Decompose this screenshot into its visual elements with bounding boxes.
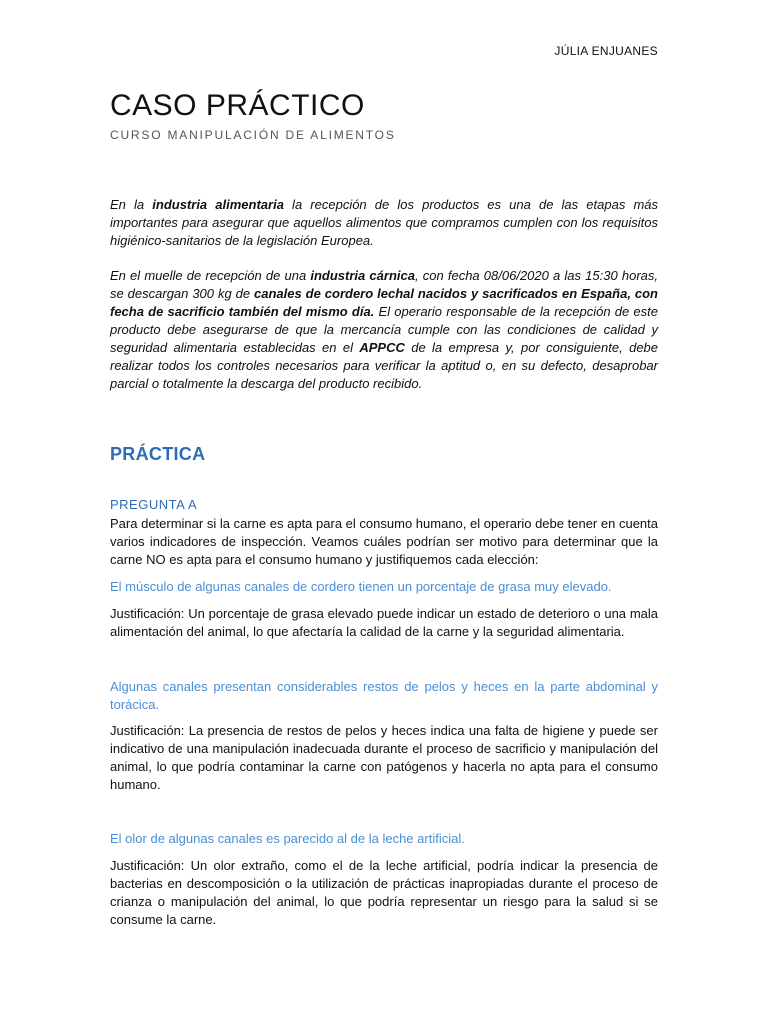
intro-p1-text-c: la recepción de los productos es una de las etapas más importantes para asegurar que aquellos alimentos que compramos cumplen con los requisitos higiénico-sanitarios de la legislación Europea. (110, 197, 658, 248)
intro-p2-text-a: En el muelle de recepción de una (110, 268, 311, 283)
reason-1: El músculo de algunas canales de cordero tienen un porcentaje de grasa muy elevado. (110, 579, 612, 594)
section-heading-practica: PRÁCTICA (110, 444, 206, 464)
question-a-label: PREGUNTA A (110, 497, 198, 512)
intro-paragraph-1 (110, 196, 658, 250)
justification-2: Justificación: La presencia de restos de pelos y heces indica una falta de higiene y puede ser indicativo de una manipulación inadecuada durante el proceso de sacrificio y manipulación del animal, lo que podría contaminar la carne con patógenos y hacerla no apta para el consumo humano. (110, 723, 658, 792)
intro-p2-text-d: El operario responsable de la recepción de este producto debe asegurarse de que la mercancía cumple con las condiciones de calidad y seguridad alimentaria establecidas en el (110, 304, 658, 355)
intro-p1-text-a: En la (110, 197, 153, 212)
intro-p2-bold-2: canales de cordero lechal nacidos y sacrificados en España, con fecha de sacrificio también del mismo día. (110, 286, 658, 319)
justification-3: Justificación: Un olor extraño, como el de la leche artificial, podría indicar la presencia de bacterias en descomposición o la utilización de prácticas inapropiadas durante el proceso de crianza o manipulación del animal, lo que podría representar un riesgo para la salud si se consume la carne. (110, 858, 658, 927)
justification-1: Justificación: Un porcentaje de grasa elevado puede indicar un estado de deterioro o una mala alimentación del animal, lo que afectaría la calidad de la carne y la seguridad alimentaria. (110, 606, 658, 639)
header-author: JÚLIA ENJUANES (554, 44, 658, 58)
question-a-text: Para determinar si la carne es apta para el consumo humano, el operario debe tener en cuenta varios indicadores de inspección. Veamos cuáles podrían ser motivo para determinar que la carne NO es apta para el consumo humano y justifiquemos cada elección: (110, 516, 658, 567)
reason-2: Algunas canales presentan considerables restos de pelos y heces en la parte abdominal y torácica. (110, 679, 658, 712)
reason-3: El olor de algunas canales es parecido al de la leche artificial. (110, 831, 465, 846)
intro-p2-text-c: , con fecha 08/06/2020 a las 15:30 horas, se descargan 300 kg de (110, 268, 658, 301)
intro-p2-text-e: de la empresa y, por consiguiente, debe realizar todos los controles necesarios para verificar la aptitud o, en su defecto, desaprobar parcial o totalmente la descarga del producto recibido. (110, 340, 659, 391)
intro-p1-bold-1: industria alimentaria (152, 197, 284, 212)
intro-paragraph-2 (110, 267, 658, 393)
intro-p2-bold-1: industria cárnica (310, 268, 415, 283)
intro-p2-bold-3: APPCC (359, 340, 405, 355)
document-subtitle: CURSO MANIPULACIÓN DE ALIMENTOS (110, 128, 396, 142)
document-title: CASO PRÁCTICO (110, 89, 365, 122)
